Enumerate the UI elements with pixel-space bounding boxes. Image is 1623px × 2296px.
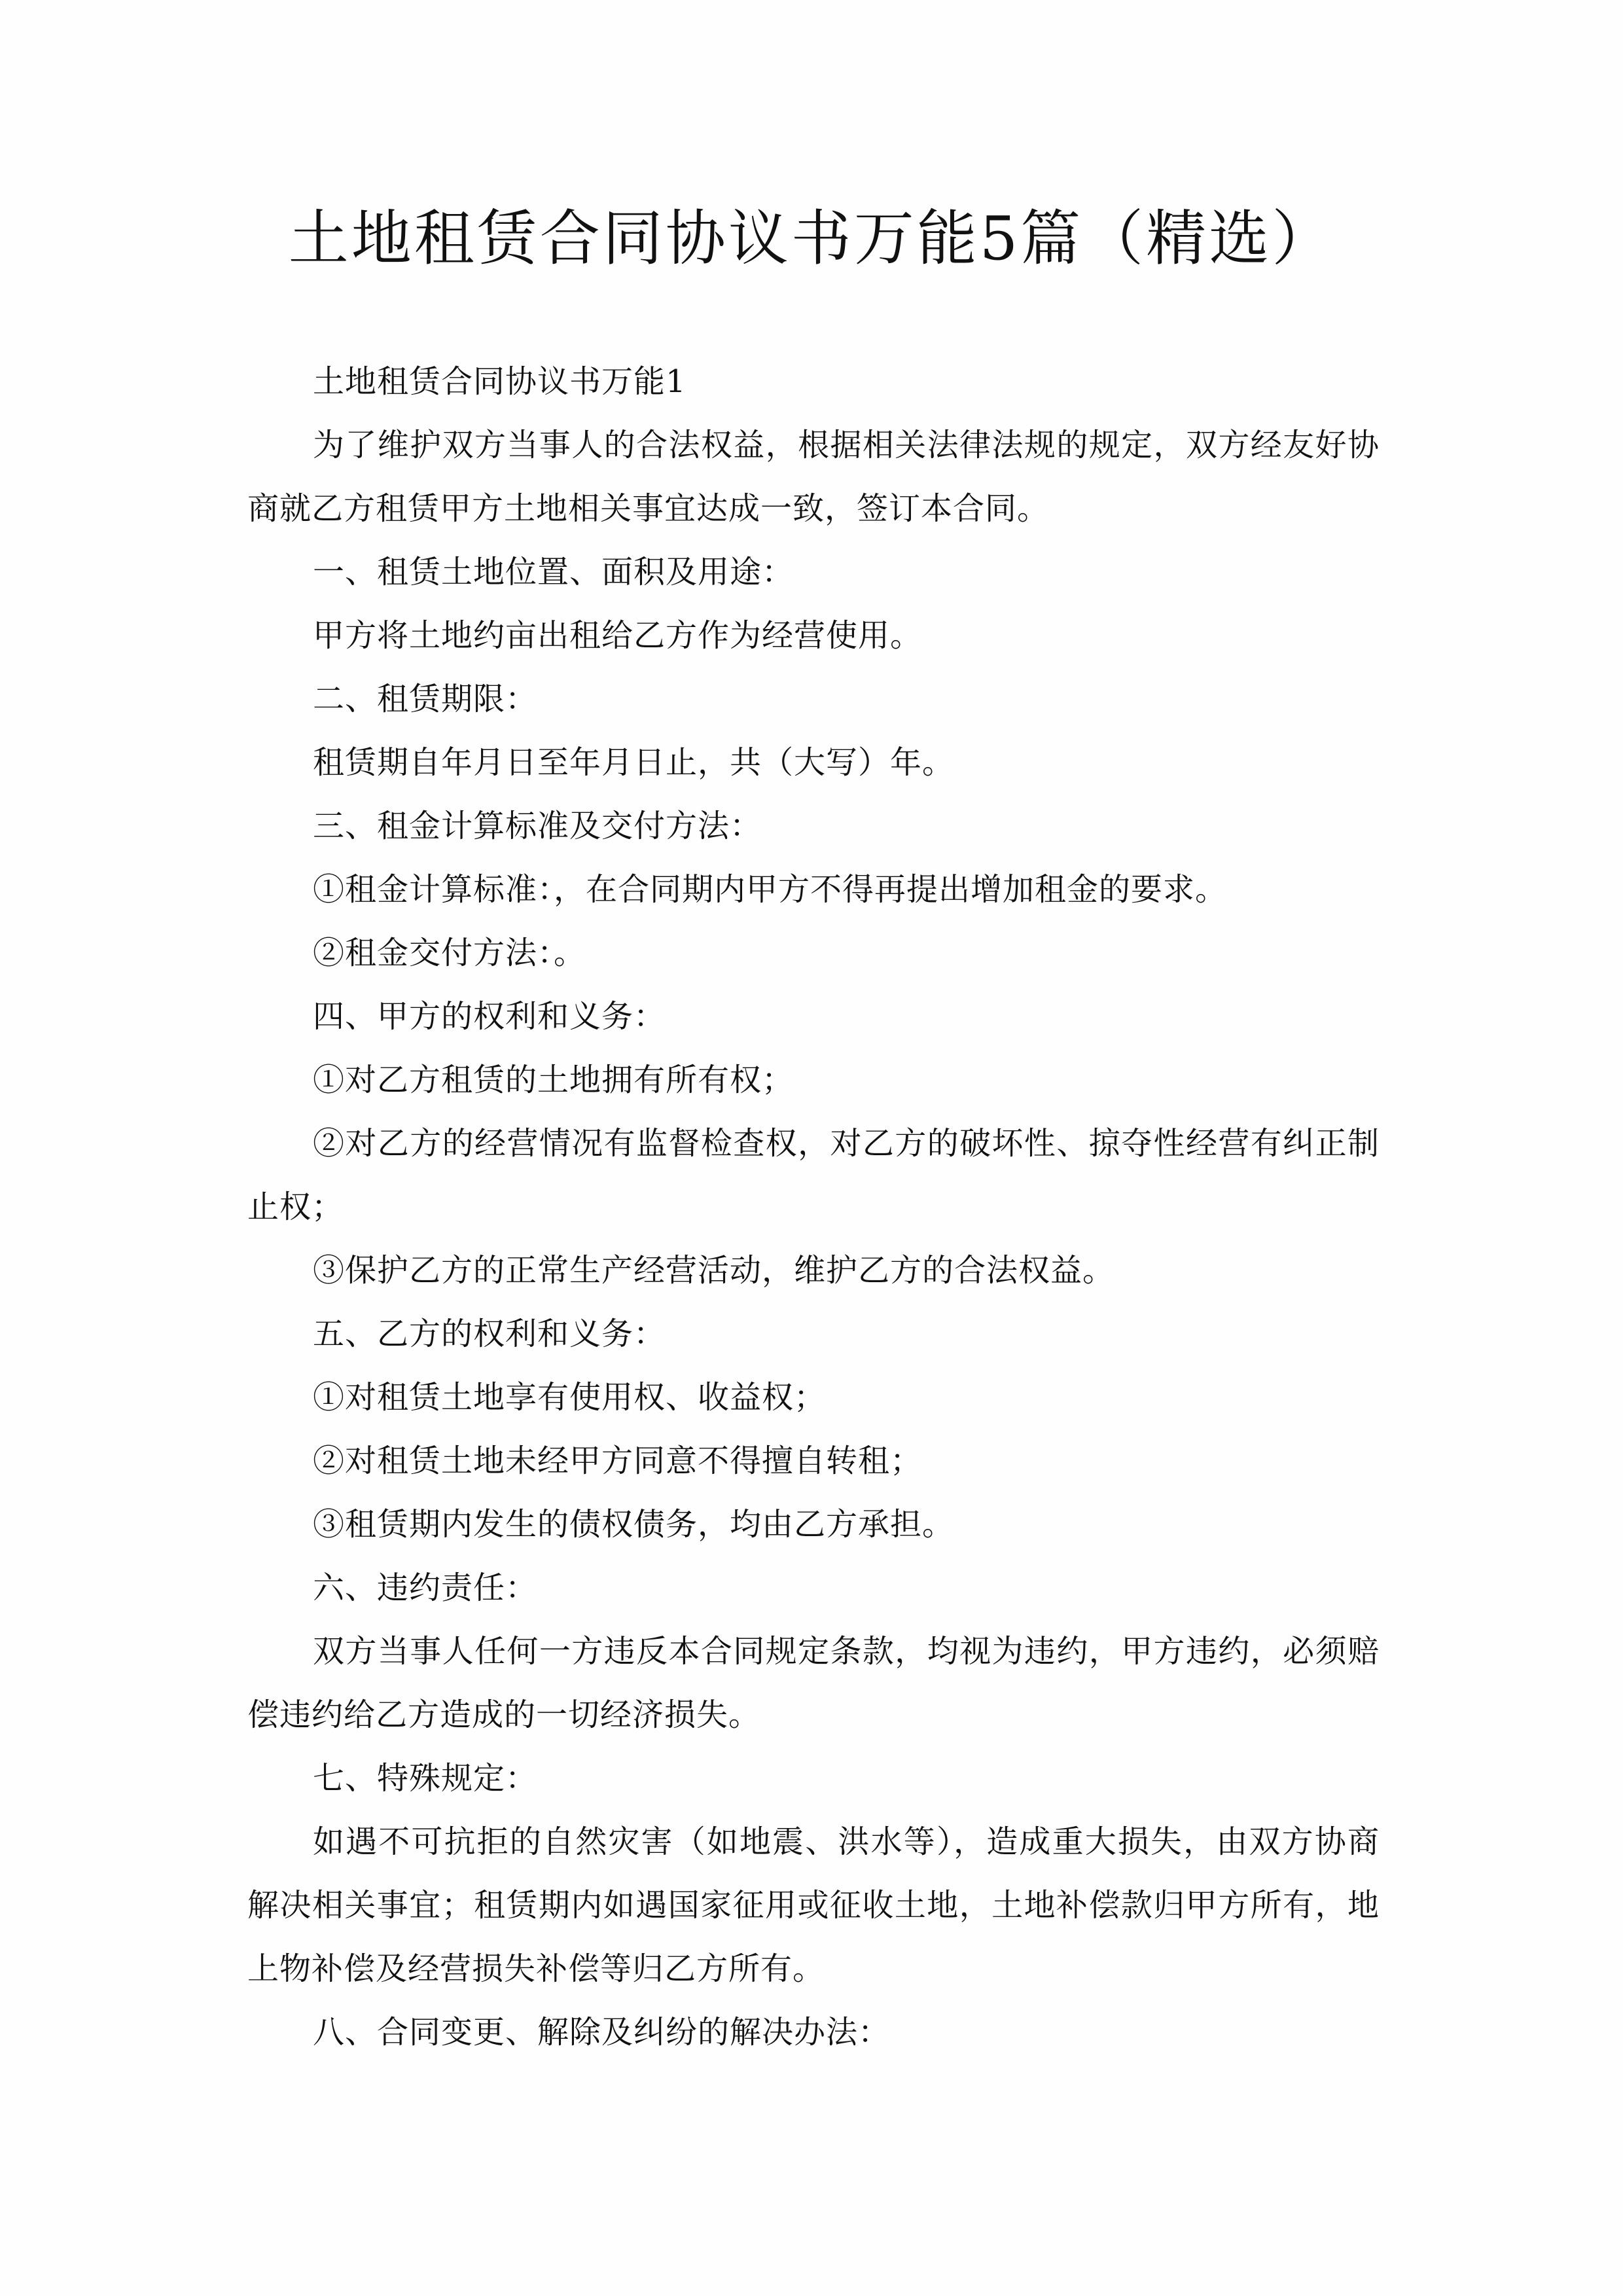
clause-heading-4: 四、甲方的权利和义务： — [313, 998, 666, 1035]
clause-heading-2: 二、租赁期限： — [313, 681, 538, 717]
clause-item-3-1: ①租金计算标准：，在合同期内甲方不得再提出增加租金的要求。 — [313, 871, 1228, 908]
clause-item-5-1: ①对租赁土地享有使用权、收益权； — [313, 1379, 827, 1416]
clause-heading-1: 一、租赁土地位置、面积及用途： — [313, 554, 794, 590]
clause-heading-7: 七、特殊规定： — [313, 1760, 538, 1797]
clause-heading-3: 三、租金计算标准及交付方法： — [313, 808, 762, 844]
clause-heading-5: 五、乙方的权利和义务： — [313, 1316, 666, 1352]
section-heading-1: 土地租赁合同协议书万能1 — [313, 363, 687, 400]
document-title: 土地租赁合同协议书万能5篇（精选） — [288, 204, 1335, 274]
clause-text-2: 租赁期自年月日至年月日止，共（大写）年。 — [313, 744, 955, 781]
clause-item-4-3: ③保护乙方的正常生产经营活动，维护乙方的合法权益。 — [313, 1252, 1115, 1289]
clause-item-5-3: ③租赁期内发生的债权债务，均由乙方承担。 — [313, 1506, 955, 1543]
clause-item-5-2: ②对租赁土地未经甲方同意不得擅自转租； — [313, 1443, 923, 1479]
clause-text-6: 双方当事人任何一方违反本合同规定条款，均视为违约，甲方违约，必须赔偿违约给乙方造成的一切经济损失。 — [247, 1633, 1380, 1733]
clause-text-7: 如遇不可抗拒的自然灾害（如地震、洪水等），造成重大损失，由双方协商解决相关事宜；租赁期内如遇国家征用或征收土地，土地补偿款归甲方所有，地上物补偿及经营损失补偿等归乙方所有。 — [247, 1823, 1380, 1987]
clause-heading-6: 六、违约责任： — [313, 1570, 538, 1606]
clause-text-1: 甲方将土地约亩出租给乙方作为经营使用。 — [313, 617, 923, 654]
clause-item-3-2: ②租金交付方法：。 — [313, 935, 586, 971]
clause-item-4-2: ②对乙方的经营情况有监督检查权，对乙方的破坏性、掠夺性经营有纠正制止权； — [247, 1125, 1380, 1225]
clause-heading-8: 八、合同变更、解除及纠纷的解决办法： — [313, 2014, 891, 2051]
clause-item-4-1: ①对乙方租赁的土地拥有所有权； — [313, 1062, 794, 1098]
paragraph-preamble: 为了维护双方当事人的合法权益，根据相关法律法规的规定，双方经友好协商就乙方租赁甲方土地相关事宜达成一致，签订本合同。 — [247, 427, 1380, 527]
document-body — [247, 350, 1380, 2064]
